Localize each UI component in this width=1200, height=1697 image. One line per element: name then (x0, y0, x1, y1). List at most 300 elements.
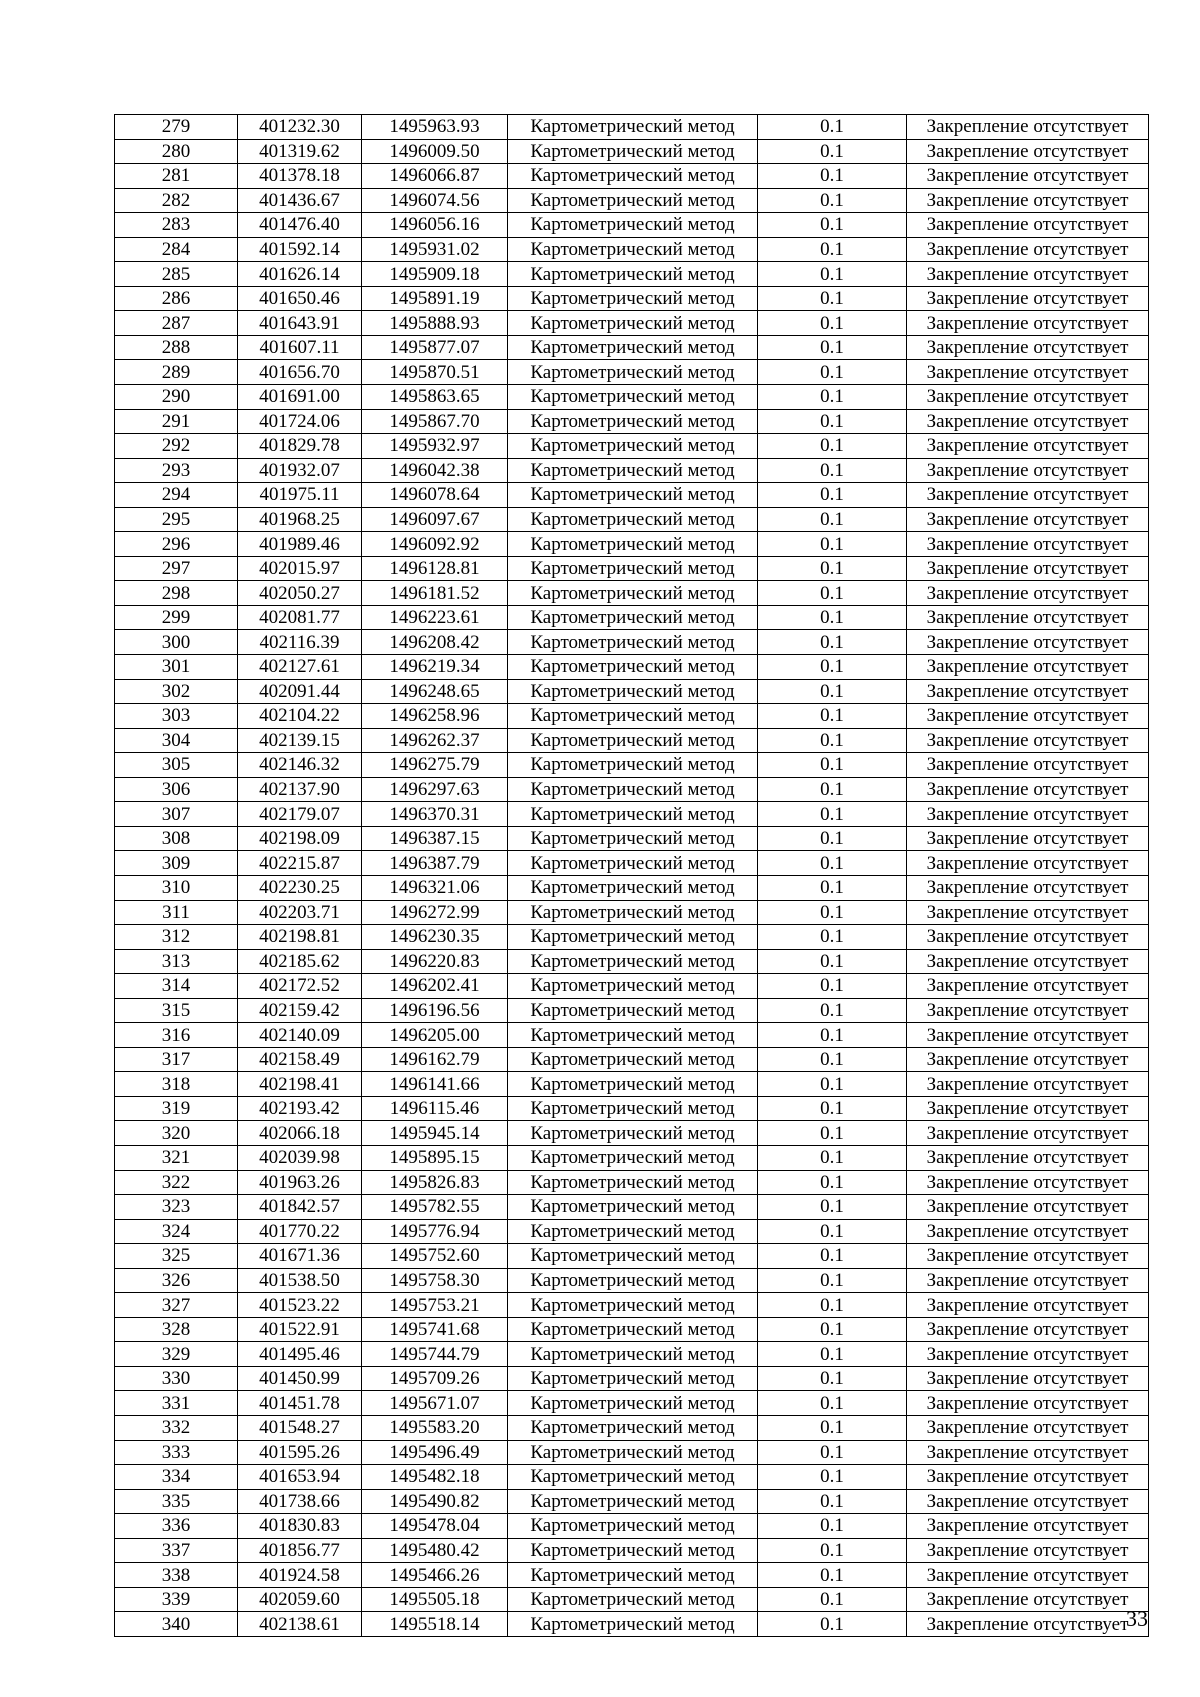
method-cell: Картометрический метод (508, 1244, 758, 1269)
fixation-cell: Закрепление отсутствует (907, 385, 1149, 410)
accuracy-cell: 0.1 (758, 1170, 907, 1195)
method-cell: Картометрический метод (508, 1096, 758, 1121)
table-row (115, 409, 1149, 434)
method-cell: Картометрический метод (508, 1514, 758, 1539)
fixation-cell: Закрепление отсутствует (907, 262, 1149, 287)
table-row (115, 900, 1149, 925)
x-coordinate-cell: 401607.11 (238, 335, 362, 360)
x-coordinate-cell: 401656.70 (238, 360, 362, 385)
accuracy-cell: 0.1 (758, 1514, 907, 1539)
table-row (115, 1415, 1149, 1440)
fixation-cell: Закрепление отсутствует (907, 507, 1149, 532)
y-coordinate-cell: 1495963.93 (362, 115, 508, 140)
y-coordinate-cell: 1496162.79 (362, 1047, 508, 1072)
table-row (115, 581, 1149, 606)
point-number-cell: 302 (115, 679, 238, 704)
x-coordinate-cell: 401643.91 (238, 311, 362, 336)
point-number-cell: 280 (115, 139, 238, 164)
point-number-cell: 315 (115, 998, 238, 1023)
point-number-cell: 290 (115, 385, 238, 410)
y-coordinate-cell: 1496115.46 (362, 1096, 508, 1121)
method-cell: Картометрический метод (508, 826, 758, 851)
method-cell: Картометрический метод (508, 1047, 758, 1072)
table-row (115, 115, 1149, 140)
fixation-cell: Закрепление отсутствует (907, 164, 1149, 189)
accuracy-cell: 0.1 (758, 262, 907, 287)
x-coordinate-cell: 402081.77 (238, 605, 362, 630)
x-coordinate-cell: 402158.49 (238, 1047, 362, 1072)
y-coordinate-cell: 1496141.66 (362, 1072, 508, 1097)
x-coordinate-cell: 401495.46 (238, 1342, 362, 1367)
table-row (115, 753, 1149, 778)
x-coordinate-cell: 402198.81 (238, 925, 362, 950)
point-number-cell: 301 (115, 655, 238, 680)
y-coordinate-cell: 1495782.55 (362, 1195, 508, 1220)
table-row (115, 237, 1149, 262)
x-coordinate-cell: 401829.78 (238, 434, 362, 459)
table-row (115, 974, 1149, 999)
x-coordinate-cell: 401963.26 (238, 1170, 362, 1195)
table-row (115, 1317, 1149, 1342)
fixation-cell: Закрепление отсутствует (907, 115, 1149, 140)
accuracy-cell: 0.1 (758, 507, 907, 532)
point-number-cell: 296 (115, 532, 238, 557)
fixation-cell: Закрепление отсутствует (907, 1096, 1149, 1121)
table-row (115, 1072, 1149, 1097)
x-coordinate-cell: 401378.18 (238, 164, 362, 189)
fixation-cell: Закрепление отсутствует (907, 949, 1149, 974)
table-row (115, 1366, 1149, 1391)
method-cell: Картометрический метод (508, 581, 758, 606)
y-coordinate-cell: 1495744.79 (362, 1342, 508, 1367)
fixation-cell: Закрепление отсутствует (907, 1023, 1149, 1048)
fixation-cell: Закрепление отсутствует (907, 483, 1149, 508)
fixation-cell: Закрепление отсутствует (907, 1219, 1149, 1244)
method-cell: Картометрический метод (508, 237, 758, 262)
fixation-cell: Закрепление отсутствует (907, 1047, 1149, 1072)
x-coordinate-cell: 402066.18 (238, 1121, 362, 1146)
fixation-cell: Закрепление отсутствует (907, 777, 1149, 802)
accuracy-cell: 0.1 (758, 753, 907, 778)
point-number-cell: 313 (115, 949, 238, 974)
accuracy-cell: 0.1 (758, 851, 907, 876)
x-coordinate-cell: 401830.83 (238, 1514, 362, 1539)
table-row (115, 532, 1149, 557)
method-cell: Картометрический метод (508, 213, 758, 238)
fixation-cell: Закрепление отсутствует (907, 1587, 1149, 1612)
fixation-cell: Закрепление отсутствует (907, 1195, 1149, 1220)
x-coordinate-cell: 401856.77 (238, 1538, 362, 1563)
method-cell: Картометрический метод (508, 679, 758, 704)
point-number-cell: 328 (115, 1317, 238, 1342)
y-coordinate-cell: 1495931.02 (362, 237, 508, 262)
y-coordinate-cell: 1496387.79 (362, 851, 508, 876)
accuracy-cell: 0.1 (758, 1195, 907, 1220)
accuracy-cell: 0.1 (758, 1538, 907, 1563)
method-cell: Картометрический метод (508, 335, 758, 360)
table-row (115, 1514, 1149, 1539)
point-number-cell: 340 (115, 1612, 238, 1637)
accuracy-cell: 0.1 (758, 532, 907, 557)
method-cell: Картометрический метод (508, 1268, 758, 1293)
table-row (115, 605, 1149, 630)
point-number-cell: 332 (115, 1415, 238, 1440)
method-cell: Картометрический метод (508, 1538, 758, 1563)
y-coordinate-cell: 1495518.14 (362, 1612, 508, 1637)
y-coordinate-cell: 1495482.18 (362, 1465, 508, 1490)
fixation-cell: Закрепление отсутствует (907, 286, 1149, 311)
accuracy-cell: 0.1 (758, 385, 907, 410)
method-cell: Картометрический метод (508, 188, 758, 213)
accuracy-cell: 0.1 (758, 1587, 907, 1612)
x-coordinate-cell: 402215.87 (238, 851, 362, 876)
fixation-cell: Закрепление отсутствует (907, 237, 1149, 262)
point-number-cell: 316 (115, 1023, 238, 1048)
point-number-cell: 304 (115, 728, 238, 753)
method-cell: Картометрический метод (508, 556, 758, 581)
x-coordinate-cell: 401989.46 (238, 532, 362, 557)
point-number-cell: 319 (115, 1096, 238, 1121)
table-row (115, 1587, 1149, 1612)
fixation-cell: Закрепление отсутствует (907, 188, 1149, 213)
fixation-cell: Закрепление отсутствует (907, 581, 1149, 606)
y-coordinate-cell: 1496208.42 (362, 630, 508, 655)
point-number-cell: 288 (115, 335, 238, 360)
table-row (115, 139, 1149, 164)
x-coordinate-cell: 401522.91 (238, 1317, 362, 1342)
point-number-cell: 291 (115, 409, 238, 434)
fixation-cell: Закрепление отсутствует (907, 1538, 1149, 1563)
x-coordinate-cell: 401671.36 (238, 1244, 362, 1269)
y-coordinate-cell: 1496220.83 (362, 949, 508, 974)
table-row (115, 335, 1149, 360)
y-coordinate-cell: 1496097.67 (362, 507, 508, 532)
fixation-cell: Закрепление отсутствует (907, 900, 1149, 925)
method-cell: Картометрический метод (508, 286, 758, 311)
x-coordinate-cell: 401436.67 (238, 188, 362, 213)
table-row (115, 1121, 1149, 1146)
table-row (115, 164, 1149, 189)
method-cell: Картометрический метод (508, 1391, 758, 1416)
method-cell: Картометрический метод (508, 483, 758, 508)
method-cell: Картометрический метод (508, 1342, 758, 1367)
accuracy-cell: 0.1 (758, 1342, 907, 1367)
accuracy-cell: 0.1 (758, 875, 907, 900)
point-number-cell: 289 (115, 360, 238, 385)
y-coordinate-cell: 1496009.50 (362, 139, 508, 164)
table-row (115, 728, 1149, 753)
x-coordinate-cell: 402091.44 (238, 679, 362, 704)
x-coordinate-cell: 401592.14 (238, 237, 362, 262)
method-cell: Картометрический метод (508, 998, 758, 1023)
method-cell: Картометрический метод (508, 1317, 758, 1342)
accuracy-cell: 0.1 (758, 1293, 907, 1318)
accuracy-cell: 0.1 (758, 1440, 907, 1465)
y-coordinate-cell: 1496370.31 (362, 802, 508, 827)
point-number-cell: 292 (115, 434, 238, 459)
fixation-cell: Закрепление отсутствует (907, 802, 1149, 827)
table-row (115, 1244, 1149, 1269)
fixation-cell: Закрепление отсутствует (907, 311, 1149, 336)
x-coordinate-cell: 402179.07 (238, 802, 362, 827)
method-cell: Картометрический метод (508, 925, 758, 950)
y-coordinate-cell: 1496275.79 (362, 753, 508, 778)
point-number-cell: 335 (115, 1489, 238, 1514)
y-coordinate-cell: 1496223.61 (362, 605, 508, 630)
point-number-cell: 294 (115, 483, 238, 508)
accuracy-cell: 0.1 (758, 335, 907, 360)
accuracy-cell: 0.1 (758, 311, 907, 336)
y-coordinate-cell: 1496092.92 (362, 532, 508, 557)
accuracy-cell: 0.1 (758, 1268, 907, 1293)
method-cell: Картометрический метод (508, 949, 758, 974)
x-coordinate-cell: 401691.00 (238, 385, 362, 410)
point-number-cell: 325 (115, 1244, 238, 1269)
accuracy-cell: 0.1 (758, 777, 907, 802)
point-number-cell: 285 (115, 262, 238, 287)
fixation-cell: Закрепление отсутствует (907, 974, 1149, 999)
y-coordinate-cell: 1495870.51 (362, 360, 508, 385)
point-number-cell: 295 (115, 507, 238, 532)
fixation-cell: Закрепление отсутствует (907, 409, 1149, 434)
point-number-cell: 326 (115, 1268, 238, 1293)
method-cell: Картометрический метод (508, 900, 758, 925)
point-number-cell: 338 (115, 1563, 238, 1588)
accuracy-cell: 0.1 (758, 360, 907, 385)
point-number-cell: 312 (115, 925, 238, 950)
point-number-cell: 314 (115, 974, 238, 999)
method-cell: Картометрический метод (508, 1293, 758, 1318)
table-row (115, 286, 1149, 311)
y-coordinate-cell: 1496387.15 (362, 826, 508, 851)
x-coordinate-cell: 402059.60 (238, 1587, 362, 1612)
y-coordinate-cell: 1495877.07 (362, 335, 508, 360)
x-coordinate-cell: 401319.62 (238, 139, 362, 164)
table-row (115, 360, 1149, 385)
y-coordinate-cell: 1495895.15 (362, 1145, 508, 1170)
point-number-cell: 299 (115, 605, 238, 630)
method-cell: Картометрический метод (508, 1170, 758, 1195)
x-coordinate-cell: 402050.27 (238, 581, 362, 606)
accuracy-cell: 0.1 (758, 1489, 907, 1514)
method-cell: Картометрический метод (508, 458, 758, 483)
fixation-cell: Закрепление отсутствует (907, 532, 1149, 557)
table-row (115, 1047, 1149, 1072)
point-number-cell: 337 (115, 1538, 238, 1563)
accuracy-cell: 0.1 (758, 630, 907, 655)
table-row (115, 802, 1149, 827)
accuracy-cell: 0.1 (758, 1465, 907, 1490)
y-coordinate-cell: 1495480.42 (362, 1538, 508, 1563)
y-coordinate-cell: 1495867.70 (362, 409, 508, 434)
x-coordinate-cell: 402146.32 (238, 753, 362, 778)
x-coordinate-cell: 401842.57 (238, 1195, 362, 1220)
method-cell: Картометрический метод (508, 1121, 758, 1146)
accuracy-cell: 0.1 (758, 434, 907, 459)
table-row (115, 925, 1149, 950)
accuracy-cell: 0.1 (758, 655, 907, 680)
accuracy-cell: 0.1 (758, 286, 907, 311)
fixation-cell: Закрепление отсутствует (907, 1145, 1149, 1170)
x-coordinate-cell: 401770.22 (238, 1219, 362, 1244)
fixation-cell: Закрепление отсутствует (907, 1366, 1149, 1391)
x-coordinate-cell: 401738.66 (238, 1489, 362, 1514)
fixation-cell: Закрепление отсутствует (907, 434, 1149, 459)
table-row (115, 679, 1149, 704)
point-number-cell: 283 (115, 213, 238, 238)
x-coordinate-cell: 402159.42 (238, 998, 362, 1023)
fixation-cell: Закрепление отсутствует (907, 556, 1149, 581)
y-coordinate-cell: 1495776.94 (362, 1219, 508, 1244)
x-coordinate-cell: 402138.61 (238, 1612, 362, 1637)
table-row (115, 998, 1149, 1023)
point-number-cell: 293 (115, 458, 238, 483)
y-coordinate-cell: 1495466.26 (362, 1563, 508, 1588)
x-coordinate-cell: 402198.09 (238, 826, 362, 851)
point-number-cell: 310 (115, 875, 238, 900)
table-row (115, 1538, 1149, 1563)
x-coordinate-cell: 402015.97 (238, 556, 362, 581)
y-coordinate-cell: 1496258.96 (362, 704, 508, 729)
x-coordinate-cell: 401538.50 (238, 1268, 362, 1293)
table-row (115, 1145, 1149, 1170)
y-coordinate-cell: 1496230.35 (362, 925, 508, 950)
accuracy-cell: 0.1 (758, 826, 907, 851)
fixation-cell: Закрепление отсутствует (907, 704, 1149, 729)
x-coordinate-cell: 401650.46 (238, 286, 362, 311)
y-coordinate-cell: 1495741.68 (362, 1317, 508, 1342)
table-row (115, 1195, 1149, 1220)
x-coordinate-cell: 401451.78 (238, 1391, 362, 1416)
y-coordinate-cell: 1495505.18 (362, 1587, 508, 1612)
x-coordinate-cell: 401653.94 (238, 1465, 362, 1490)
table-row (115, 1489, 1149, 1514)
x-coordinate-cell: 402104.22 (238, 704, 362, 729)
accuracy-cell: 0.1 (758, 115, 907, 140)
accuracy-cell: 0.1 (758, 556, 907, 581)
y-coordinate-cell: 1496196.56 (362, 998, 508, 1023)
point-number-cell: 327 (115, 1293, 238, 1318)
coordinates-table-body (115, 115, 1149, 1637)
fixation-cell: Закрепление отсутствует (907, 679, 1149, 704)
y-coordinate-cell: 1495758.30 (362, 1268, 508, 1293)
accuracy-cell: 0.1 (758, 1219, 907, 1244)
method-cell: Картометрический метод (508, 1587, 758, 1612)
x-coordinate-cell: 401450.99 (238, 1366, 362, 1391)
table-row (115, 1219, 1149, 1244)
fixation-cell: Закрепление отсутствует (907, 1121, 1149, 1146)
accuracy-cell: 0.1 (758, 974, 907, 999)
method-cell: Картометрический метод (508, 777, 758, 802)
accuracy-cell: 0.1 (758, 1096, 907, 1121)
point-number-cell: 279 (115, 115, 238, 140)
accuracy-cell: 0.1 (758, 139, 907, 164)
point-number-cell: 318 (115, 1072, 238, 1097)
accuracy-cell: 0.1 (758, 802, 907, 827)
method-cell: Картометрический метод (508, 311, 758, 336)
fixation-cell: Закрепление отсутствует (907, 139, 1149, 164)
fixation-cell: Закрепление отсутствует (907, 1465, 1149, 1490)
table-row (115, 1293, 1149, 1318)
y-coordinate-cell: 1495891.19 (362, 286, 508, 311)
table-row (115, 1563, 1149, 1588)
method-cell: Картометрический метод (508, 409, 758, 434)
method-cell: Картометрический метод (508, 1195, 758, 1220)
table-row (115, 826, 1149, 851)
x-coordinate-cell: 402230.25 (238, 875, 362, 900)
y-coordinate-cell: 1495496.49 (362, 1440, 508, 1465)
table-row (115, 777, 1149, 802)
accuracy-cell: 0.1 (758, 1366, 907, 1391)
fixation-cell: Закрепление отсутствует (907, 826, 1149, 851)
point-number-cell: 320 (115, 1121, 238, 1146)
accuracy-cell: 0.1 (758, 1047, 907, 1072)
method-cell: Картометрический метод (508, 605, 758, 630)
method-cell: Картометрический метод (508, 262, 758, 287)
method-cell: Картометрический метод (508, 704, 758, 729)
fixation-cell: Закрепление отсутствует (907, 630, 1149, 655)
x-coordinate-cell: 401932.07 (238, 458, 362, 483)
y-coordinate-cell: 1496181.52 (362, 581, 508, 606)
table-row (115, 1023, 1149, 1048)
method-cell: Картометрический метод (508, 1219, 758, 1244)
method-cell: Картометрический метод (508, 360, 758, 385)
y-coordinate-cell: 1496042.38 (362, 458, 508, 483)
x-coordinate-cell: 402137.90 (238, 777, 362, 802)
accuracy-cell: 0.1 (758, 1244, 907, 1269)
method-cell: Картометрический метод (508, 434, 758, 459)
table-row (115, 188, 1149, 213)
table-row (115, 1096, 1149, 1121)
accuracy-cell: 0.1 (758, 1023, 907, 1048)
accuracy-cell: 0.1 (758, 188, 907, 213)
accuracy-cell: 0.1 (758, 213, 907, 238)
y-coordinate-cell: 1496074.56 (362, 188, 508, 213)
y-coordinate-cell: 1495671.07 (362, 1391, 508, 1416)
point-number-cell: 303 (115, 704, 238, 729)
fixation-cell: Закрепление отсутствует (907, 753, 1149, 778)
fixation-cell: Закрепление отсутствует (907, 1244, 1149, 1269)
x-coordinate-cell: 402139.15 (238, 728, 362, 753)
point-number-cell: 339 (115, 1587, 238, 1612)
fixation-cell: Закрепление отсутствует (907, 335, 1149, 360)
y-coordinate-cell: 1496262.37 (362, 728, 508, 753)
accuracy-cell: 0.1 (758, 1145, 907, 1170)
fixation-cell: Закрепление отсутствует (907, 1489, 1149, 1514)
y-coordinate-cell: 1495709.26 (362, 1366, 508, 1391)
x-coordinate-cell: 402116.39 (238, 630, 362, 655)
x-coordinate-cell: 402198.41 (238, 1072, 362, 1097)
y-coordinate-cell: 1495945.14 (362, 1121, 508, 1146)
table-row (115, 1612, 1149, 1637)
table-row (115, 311, 1149, 336)
fixation-cell: Закрепление отсутствует (907, 1612, 1149, 1637)
table-row (115, 434, 1149, 459)
accuracy-cell: 0.1 (758, 998, 907, 1023)
point-number-cell: 300 (115, 630, 238, 655)
y-coordinate-cell: 1496078.64 (362, 483, 508, 508)
page-number: 33 (1126, 1606, 1148, 1631)
fixation-cell: Закрепление отсутствует (907, 851, 1149, 876)
x-coordinate-cell: 401924.58 (238, 1563, 362, 1588)
accuracy-cell: 0.1 (758, 679, 907, 704)
accuracy-cell: 0.1 (758, 1612, 907, 1637)
table-row (115, 1440, 1149, 1465)
accuracy-cell: 0.1 (758, 1415, 907, 1440)
fixation-cell: Закрепление отсутствует (907, 875, 1149, 900)
table-row (115, 875, 1149, 900)
x-coordinate-cell: 401476.40 (238, 213, 362, 238)
